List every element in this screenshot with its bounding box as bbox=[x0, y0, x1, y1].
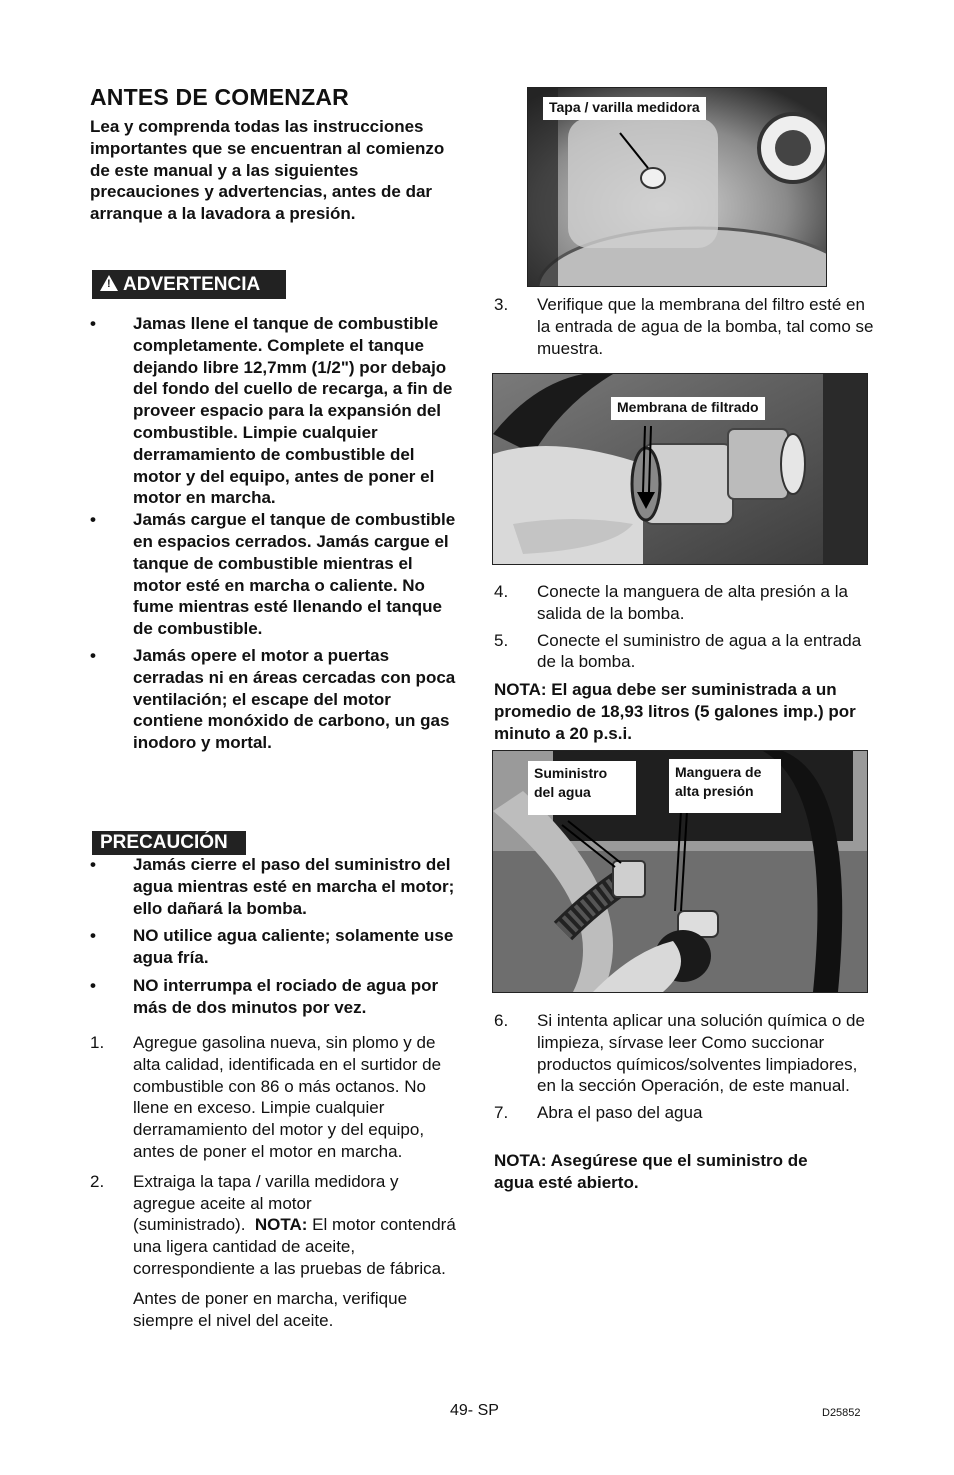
warning-item-text: Jamás cargue el tanque de combustible en espacios cerrados. Jamás cargue el tanque de combustible mientras el motor esté en marcha o caliente. No fume mientras esté llenando el tanque de combustible. bbox=[133, 510, 456, 639]
step-3 bbox=[494, 294, 874, 359]
photo-dipstick bbox=[527, 87, 827, 287]
step-5 bbox=[494, 630, 874, 674]
warning-item bbox=[90, 313, 460, 509]
step-text: Conecte la manguera de alta presión a la salida de la bomba. bbox=[537, 582, 848, 623]
photo-filter bbox=[492, 373, 868, 565]
page-heading: ANTES DE COMENZAR bbox=[90, 84, 349, 110]
bullet: • bbox=[90, 975, 96, 995]
step-2-nota-text: El motor contendrá una ligera cantidad de aceite, correspondiente a las pruebas de fábrica. bbox=[133, 1215, 456, 1278]
step-3-block bbox=[494, 294, 874, 359]
warning-item bbox=[90, 645, 460, 754]
warning-item-text: Jamas llene el tanque de combustible completamente. Complete el tanque dejando libre 12,7mm (1/2") por debajo del fondo del cuello de recarga, a fin de proveer espacio para la expansión del combustible. Limpie cualquier derramamiento de combustible del motor y del equipo, antes de poner el motor en marcha. bbox=[133, 314, 453, 508]
step-text: Verifique que la membrana del filtro esté en la entrada de agua de la bomba, tal como se muestra. bbox=[537, 295, 874, 358]
step-number: 7. bbox=[494, 1103, 509, 1123]
step-2-extra: Antes de poner en marcha, verifique siempre el nivel del aceite. bbox=[133, 1288, 408, 1330]
caution-banner bbox=[92, 831, 246, 855]
caution-label: PRECAUCIÓN bbox=[100, 832, 228, 853]
warning-list bbox=[90, 313, 460, 754]
caution-item bbox=[90, 925, 460, 969]
warning-banner bbox=[92, 270, 286, 299]
nota-water-rate: NOTA: El agua debe ser suministrada a un promedio de 18,93 litros (5 galones imp.) por minuto a 20 p.s.i. bbox=[494, 680, 856, 743]
step-7 bbox=[494, 1102, 874, 1124]
bullet: • bbox=[90, 314, 96, 333]
step-2-main: Extraiga la tapa / varilla medidora y agregue aceite al motor (suministrado). bbox=[133, 1171, 399, 1235]
filter-label: Membrana de filtrado bbox=[611, 397, 765, 420]
caution-item-text: Jamás cierre el paso del suministro del agua mientras esté en marcha el motor; ello dañará la bomba. bbox=[133, 855, 455, 918]
supply-label: Suministro del agua bbox=[528, 761, 636, 815]
step-6 bbox=[494, 1010, 874, 1097]
caution-item-text: NO interrumpa el rociado de agua por más de dos minutos por vez. bbox=[133, 975, 439, 1017]
dipstick-label: Tapa / varilla medidora bbox=[543, 97, 706, 120]
step-1 bbox=[90, 1032, 462, 1163]
warning-label: ADVERTENCIA bbox=[123, 274, 261, 295]
step-text: Conecte el suministro de agua a la entrada de la bomba. bbox=[537, 630, 862, 672]
nota-water-open: NOTA: Asegúrese que el suministro de agua esté abierto. bbox=[494, 1151, 808, 1192]
step-text: Agregue gasolina nueva, sin plomo y de alta calidad, identificada en el surtidor de combustible con 86 o más octanos. No llene en exceso. Limpie cualquier derramamiento del motor y del equipo, antes de poner el motor en marcha. bbox=[133, 1033, 442, 1161]
steps-6-7 bbox=[494, 1010, 874, 1124]
step-2 bbox=[90, 1171, 462, 1332]
caution-item bbox=[90, 854, 460, 919]
step-text bbox=[133, 1171, 462, 1280]
step-number: 3. bbox=[494, 295, 509, 314]
warning-item bbox=[90, 509, 460, 640]
step-number: 2. bbox=[90, 1171, 105, 1191]
photo-connections bbox=[492, 750, 868, 993]
step-number: 4. bbox=[494, 582, 509, 601]
page-number: 49- SP bbox=[450, 1402, 499, 1419]
caution-item bbox=[90, 975, 460, 1019]
bullet: • bbox=[90, 510, 96, 530]
step-text: Si intenta aplicar una solución química o de limpieza, sírvase leer Como succionar productos químicos/solventes limpiadores, en la sección Operación, de este manual. bbox=[537, 1011, 865, 1096]
warning-item-text: Jamás opere el motor a puertas cerradas ni en áreas cercadas con poca ventilación; el escape del motor contiene monóxido de carbono, un gas inodoro y mortal. bbox=[133, 645, 456, 753]
step-4 bbox=[494, 581, 874, 625]
bullet: • bbox=[90, 855, 96, 874]
steps-4-5 bbox=[494, 581, 874, 673]
bullet: • bbox=[90, 645, 96, 665]
bullet: • bbox=[90, 926, 96, 946]
step-text: Abra el paso del agua bbox=[537, 1103, 703, 1123]
step-number: 5. bbox=[494, 630, 509, 650]
caution-item-text: NO utilice agua caliente; solamente use agua fría. bbox=[133, 926, 454, 968]
step-number: 6. bbox=[494, 1011, 509, 1030]
steps-left bbox=[90, 1032, 462, 1331]
caution-list bbox=[90, 854, 460, 1019]
intro-text: Lea y comprenda todas las instrucciones importantes que se encuentran al comienzo de este manual y a las siguientes precauciones y advertencias, antes de dar arranque a la lavadora a presión. bbox=[90, 117, 445, 224]
document-code: D25852 bbox=[822, 1407, 861, 1419]
hose-label: Manguera de alta presión bbox=[669, 759, 781, 813]
step-number: 1. bbox=[90, 1033, 105, 1052]
step-2-nota-label: NOTA: bbox=[254, 1215, 308, 1235]
warning-triangle-icon: ! bbox=[100, 275, 118, 291]
